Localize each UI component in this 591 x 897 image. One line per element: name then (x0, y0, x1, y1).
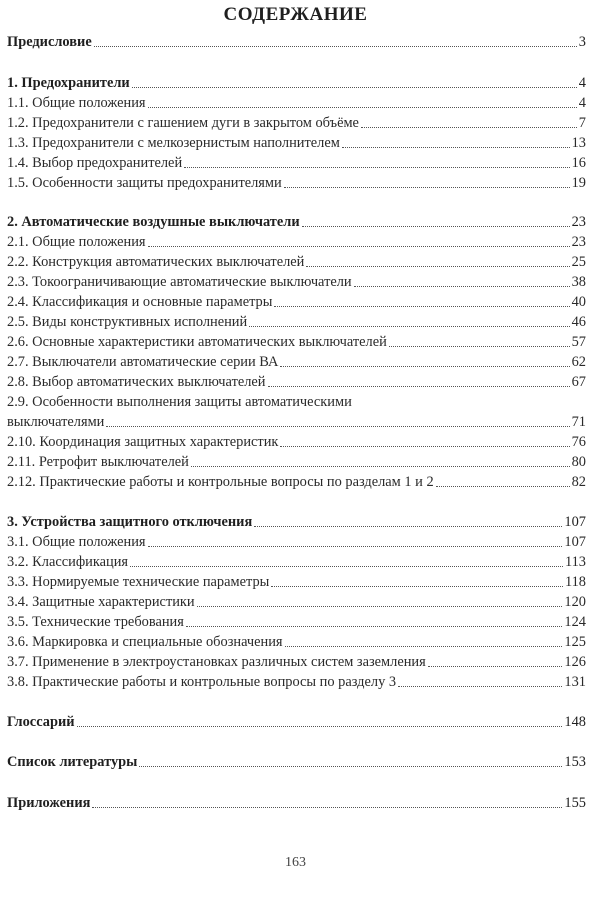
dot-leader (268, 386, 570, 387)
dot-leader (139, 766, 562, 767)
dot-leader (148, 246, 570, 247)
dot-leader (389, 346, 570, 347)
dot-leader (184, 167, 569, 168)
toc-entry-title: 2. Автоматические воздушные выключатели (7, 214, 300, 230)
toc-entry-title: 3.1. Общие положения (7, 534, 146, 550)
dot-leader (191, 466, 570, 467)
toc-page-number: 3 (578, 34, 586, 50)
toc-entry (7, 553, 586, 572)
toc-entry (7, 94, 586, 113)
toc-page-number: 80 (571, 454, 586, 470)
toc-entry (7, 653, 586, 672)
dot-leader (148, 107, 577, 108)
dot-leader (284, 187, 570, 188)
toc-entry (7, 333, 586, 352)
toc-entry-glossary (7, 713, 586, 732)
toc-entry-title: 3.4. Защитные характеристики (7, 594, 195, 610)
dot-leader (280, 446, 569, 447)
toc-page-number: 40 (571, 294, 586, 310)
toc-page-number: 23 (571, 234, 586, 250)
toc-entry-title: 3.7. Применение в электроустановках различных систем заземления (7, 654, 426, 670)
toc-page-number: 120 (564, 594, 586, 610)
toc-entry-appendices (7, 794, 586, 813)
toc-entry-references (7, 753, 586, 772)
toc-page-number: 25 (571, 254, 586, 270)
toc-entry-title: Список литературы (7, 754, 138, 770)
toc-entry (7, 613, 586, 632)
toc-entry-title: 2.12. Практические работы и контрольные вопросы по разделам 1 и 2 (7, 474, 434, 490)
toc-entry-title: 2.9. Особенности выполнения защиты автоматическими (7, 394, 352, 410)
dot-leader (280, 366, 569, 367)
dot-leader (302, 226, 570, 227)
toc-entry-first-line (7, 393, 586, 412)
toc-entry-title: 2.3. Токоограничивающие автоматические выключатели (7, 274, 352, 290)
toc-entry (7, 313, 586, 332)
dot-leader (342, 147, 570, 148)
toc-entry (7, 293, 586, 312)
toc-entry (7, 413, 586, 432)
toc-entry-title: 2.2. Конструкция автоматических выключателей (7, 254, 305, 270)
toc-page-number: 67 (571, 374, 586, 390)
toc-entry (7, 453, 586, 472)
toc-page-number: 57 (571, 334, 586, 350)
dot-leader (132, 87, 577, 88)
dot-leader (197, 606, 563, 607)
toc-page-number: 4 (578, 95, 586, 111)
toc-entry-title: 1.4. Выбор предохранителей (7, 155, 183, 171)
toc-page-number: 118 (564, 574, 586, 590)
toc-page-number: 19 (571, 175, 586, 191)
toc-entry (7, 573, 586, 592)
dot-leader (106, 426, 569, 427)
toc-page-number: 62 (571, 354, 586, 370)
toc-entry-title: 2.7. Выключатели автоматические серии ВА (7, 354, 279, 370)
dot-leader (428, 666, 563, 667)
dot-leader (186, 626, 563, 627)
toc-page-number: 148 (564, 714, 586, 730)
toc-page-number: 131 (564, 674, 586, 690)
toc-entry-title: 1.5. Особенности защиты предохранителями (7, 175, 282, 191)
toc-entry-section-2 (7, 213, 586, 232)
dot-leader (148, 546, 563, 547)
dot-leader (436, 486, 570, 487)
toc-entry-title: 1.2. Предохранители с гашением дуги в закрытом объёме (7, 115, 359, 131)
toc-entry (7, 673, 586, 692)
toc-page-number: 153 (564, 754, 586, 770)
toc-entry-title: 2.6. Основные характеристики автоматических выключателей (7, 334, 387, 350)
toc-entry (7, 353, 586, 372)
toc-entry (7, 633, 586, 652)
toc-page-number: 38 (571, 274, 586, 290)
toc-entry-preface (7, 33, 586, 52)
toc-page-number: 46 (571, 314, 586, 330)
dot-leader (274, 306, 569, 307)
toc-entry-title: 2.4. Классификация и основные параметры (7, 294, 273, 310)
toc-entry-title: 1. Предохранители (7, 75, 130, 91)
toc-entry-title: 3.3. Нормируемые технические параметры (7, 574, 270, 590)
toc-page-number: 155 (564, 795, 586, 811)
page-number: 163 (285, 855, 306, 870)
toc-page-number: 16 (571, 155, 586, 171)
toc-entry-title: 1.1. Общие положения (7, 95, 146, 111)
dot-leader (354, 286, 570, 287)
dot-leader (306, 266, 569, 267)
dot-leader (77, 726, 563, 727)
toc-entry-title: 1.3. Предохранители с мелкозернистым наполнителем (7, 135, 340, 151)
toc-entry (7, 253, 586, 272)
toc-entry (7, 433, 586, 452)
toc-entry (7, 233, 586, 252)
toc-entry (7, 473, 586, 492)
toc-entry-title: 3. Устройства защитного отключения (7, 514, 253, 530)
toc-entry-title: 3.5. Технические требования (7, 614, 184, 630)
toc-page-number: 113 (564, 554, 586, 570)
toc-entry-title: 2.10. Координация защитных характеристик (7, 434, 279, 450)
toc-entry-title: 3.2. Классификация (7, 554, 129, 570)
toc-page-number: 107 (564, 534, 586, 550)
toc-entry (7, 114, 586, 133)
toc-entry (7, 134, 586, 153)
toc-entry-title: Предисловие (7, 34, 92, 50)
toc-entry (7, 373, 586, 392)
toc-entry (7, 174, 586, 193)
toc-entry-title: 2.8. Выбор автоматических выключателей (7, 374, 266, 390)
toc-page-number: 107 (564, 514, 586, 530)
toc-entry-title-continuation: выключателями (7, 414, 105, 430)
toc-entry (7, 154, 586, 173)
toc-entry-title: 2.5. Виды конструктивных исполнений (7, 314, 248, 330)
toc-page-number: 82 (571, 474, 586, 490)
dot-leader (92, 807, 562, 808)
toc-entry-title: 3.6. Маркировка и специальные обозначения (7, 634, 283, 650)
dot-leader (285, 646, 563, 647)
toc-page-number: 124 (564, 614, 586, 630)
dot-leader (130, 566, 563, 567)
toc-entry-title: Приложения (7, 795, 91, 811)
dot-leader (254, 526, 562, 527)
toc-page-number: 125 (564, 634, 586, 650)
toc-page-number: 7 (578, 115, 586, 131)
toc-entry-title: 3.8. Практические работы и контрольные вопросы по разделу 3 (7, 674, 397, 690)
toc-page-number: 71 (571, 414, 586, 430)
toc-page-number: 23 (571, 214, 586, 230)
toc-page-number: 4 (578, 75, 586, 91)
dot-leader (398, 686, 562, 687)
toc-entry (7, 273, 586, 292)
page-title: СОДЕРЖАНИЕ (223, 4, 368, 25)
toc-entry-title: 2.1. Общие положения (7, 234, 146, 250)
toc-entry (7, 593, 586, 612)
dot-leader (361, 127, 577, 128)
toc-entry (7, 533, 586, 552)
toc-page-number: 13 (571, 135, 586, 151)
toc-page-number: 126 (564, 654, 586, 670)
dot-leader (249, 326, 569, 327)
dot-leader (271, 586, 563, 587)
toc-page-number: 76 (571, 434, 586, 450)
dot-leader (94, 46, 577, 47)
toc-entry-section-3 (7, 513, 586, 532)
toc-entry-title: 2.11. Ретрофит выключателей (7, 454, 189, 470)
toc-entry-section-1 (7, 74, 586, 93)
toc-entry-title: Глоссарий (7, 714, 75, 730)
